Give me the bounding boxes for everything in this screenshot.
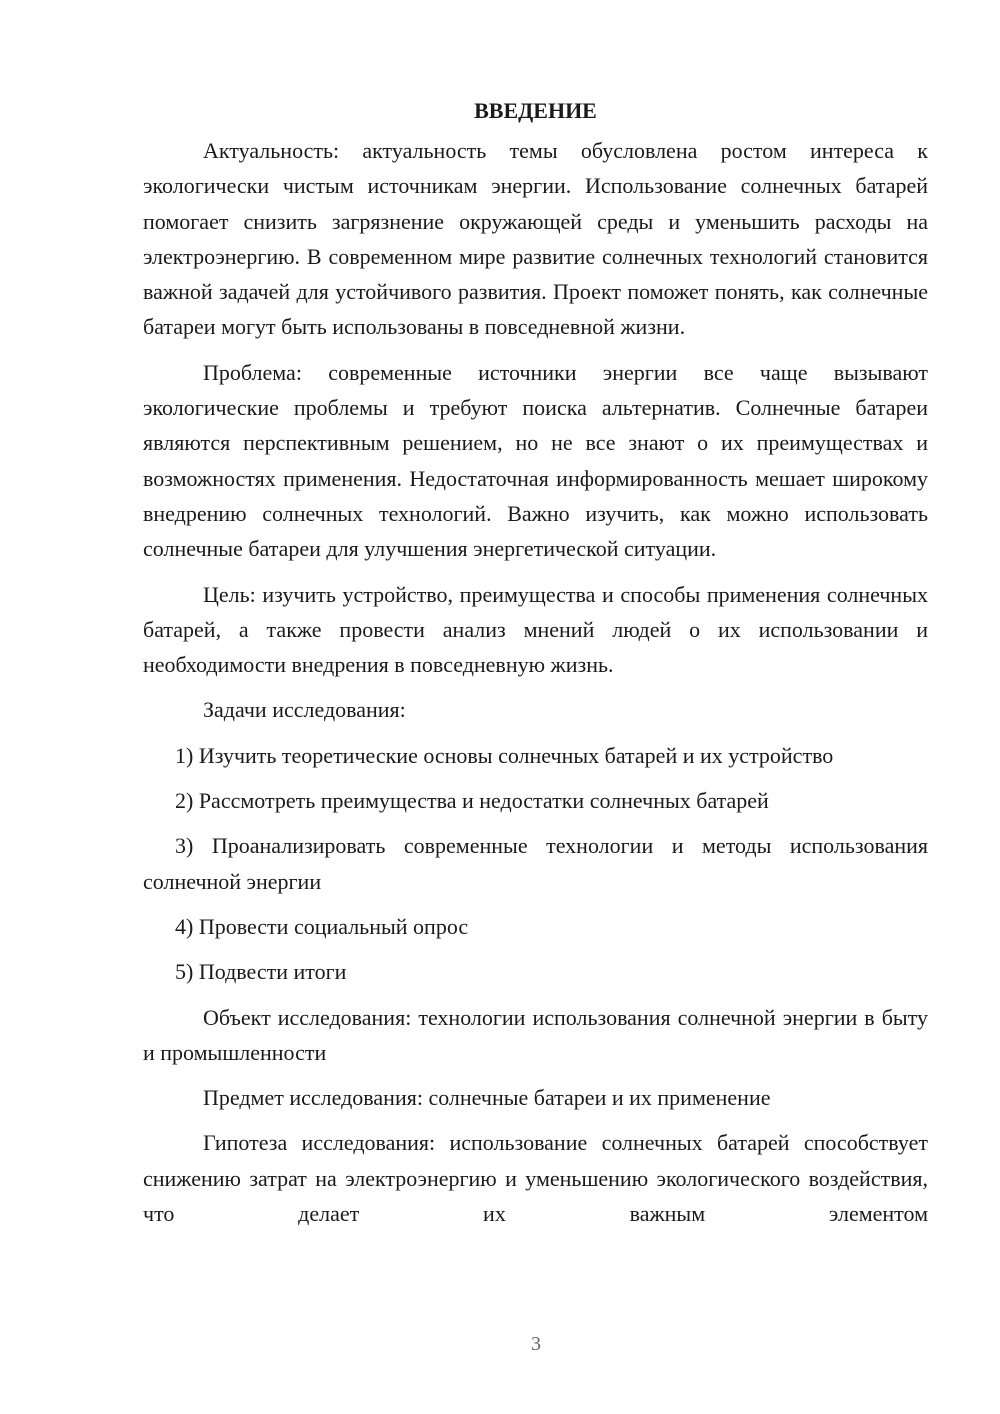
tasks-heading: Задачи исследования:: [203, 697, 406, 723]
task-item-2: 2) Рассмотреть преимущества и недостатки солнечных батарей: [175, 788, 769, 814]
task-item-3: 3) Проанализировать современные технологии и методы использования солнечной энергии: [143, 833, 928, 894]
paragraph-subject: Предмет исследования: солнечные батареи и их применение: [203, 1085, 771, 1111]
task-item-5: 5) Подвести итоги: [175, 959, 347, 985]
page-number: 3: [531, 1333, 541, 1355]
paragraph-hypothesis: Гипотеза исследования: использование солнечных батарей способствует снижению затрат на электроэнергию и уменьшению экологического воздействия, что делает их важным элементом: [143, 1130, 928, 1227]
paragraph-problem: Проблема: современные источники энергии все чаще вызывают экологические проблемы и требуют поиска альтернатив. Солнечные батареи являются перспективным решением, но не все знают о их преимуществах и возможностях применения. Недостаточная информированность мешает широкому внедрению солнечных технологий. Важно изучить, как можно использовать солнечные батареи для улучшения энергетической ситуации.: [143, 359, 928, 562]
paragraph-relevance: Актуальность: актуальность темы обусловлена ростом интереса к экологически чистым источникам энергии. Использование солнечных батарей помогает снизить загрязнение окружающей среды и уменьшить расходы на электроэнергию. В современном мире развитие солнечных технологий становится важной задачей для устойчивого развития. Проект поможет понять, как солнечные батареи могут быть использованы в повседневной жизни.: [143, 138, 928, 340]
document-page: [143, 93, 928, 1241]
section-title: ВВЕДЕНИЕ: [474, 98, 597, 123]
task-item-4: 4) Провести социальный опрос: [175, 913, 469, 939]
paragraph-goal: Цель: изучить устройство, преимущества и способы применения солнечных батарей, а также провести анализ мнений людей о их использовании и необходимости внедрения в повседневную жизнь.: [143, 581, 928, 678]
task-item-1: 1) Изучить теоретические основы солнечных батарей и их устройство: [175, 742, 834, 768]
paragraph-object: Объект исследования: технологии использования солнечной энергии в быту и промышленности: [143, 1004, 928, 1065]
